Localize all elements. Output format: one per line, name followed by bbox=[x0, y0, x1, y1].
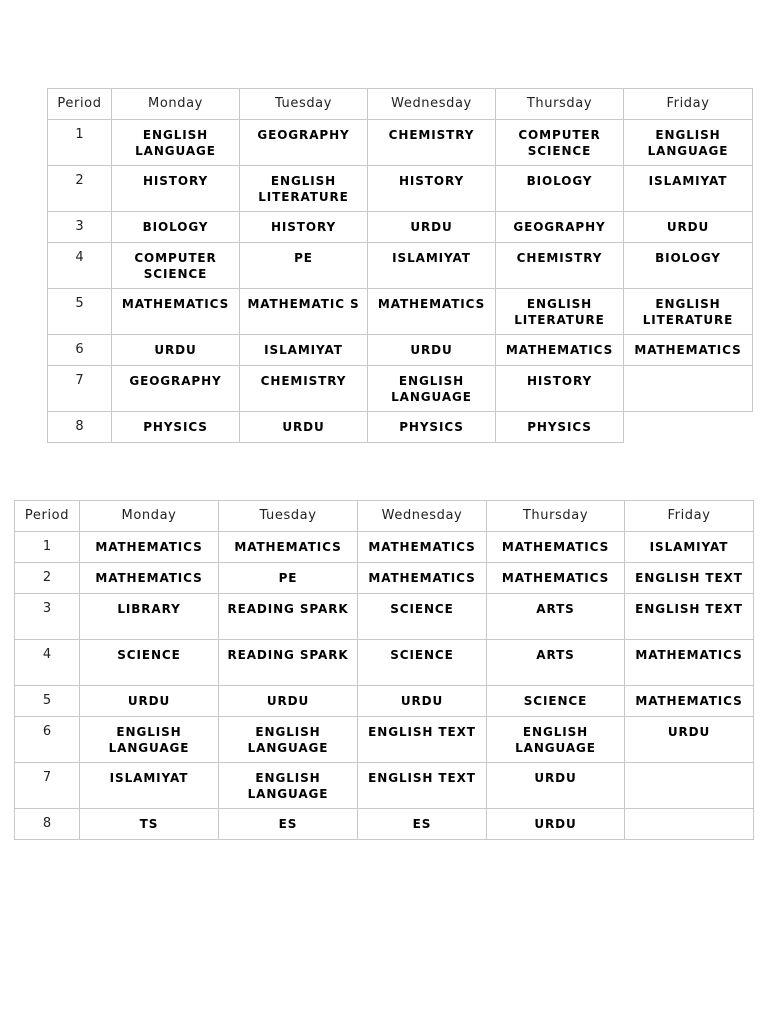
subject-cell: URDU bbox=[625, 717, 754, 763]
subject-cell: ISLAMIYAT bbox=[80, 763, 219, 809]
header-row bbox=[15, 501, 754, 532]
subject-cell: BIOLOGY bbox=[624, 243, 753, 289]
subject-cell-empty bbox=[624, 366, 753, 412]
subject-cell: MATHEMATICS bbox=[112, 289, 240, 335]
subject-cell: LIBRARY bbox=[80, 594, 219, 640]
subject-cell: MATHEMATICS bbox=[487, 563, 625, 594]
period-number: 7 bbox=[15, 763, 80, 809]
subject-cell: TS bbox=[80, 809, 219, 840]
subject-cell: CHEMISTRY bbox=[240, 366, 368, 412]
subject-cell: HISTORY bbox=[112, 166, 240, 212]
period-number: 1 bbox=[48, 120, 112, 166]
subject-cell: ES bbox=[219, 809, 358, 840]
table-row bbox=[15, 717, 754, 763]
subject-cell: CHEMISTRY bbox=[368, 120, 496, 166]
table-row bbox=[15, 686, 754, 717]
subject-cell: CHEMISTRY bbox=[496, 243, 624, 289]
header-tuesday: Tuesday bbox=[240, 89, 368, 120]
subject-cell: SCIENCE bbox=[487, 686, 625, 717]
subject-cell: SCIENCE bbox=[358, 640, 487, 686]
period-number: 8 bbox=[15, 809, 80, 840]
subject-cell: MATHEMATICS bbox=[368, 289, 496, 335]
period-number: 2 bbox=[48, 166, 112, 212]
table-row bbox=[15, 809, 754, 840]
table-row bbox=[15, 532, 754, 563]
period-number: 6 bbox=[15, 717, 80, 763]
header-monday: Monday bbox=[80, 501, 219, 532]
subject-cell: ES bbox=[358, 809, 487, 840]
table-row bbox=[15, 563, 754, 594]
header-period: Period bbox=[48, 89, 112, 120]
subject-cell: GEOGRAPHY bbox=[496, 212, 624, 243]
header-wednesday: Wednesday bbox=[368, 89, 496, 120]
subject-cell-empty bbox=[625, 763, 754, 809]
subject-cell: MATHEMATICS bbox=[80, 532, 219, 563]
table-row bbox=[48, 243, 753, 289]
header-tuesday: Tuesday bbox=[219, 501, 358, 532]
subject-cell: ENGLISH LANGUAGE bbox=[219, 717, 358, 763]
subject-cell: ISLAMIYAT bbox=[625, 532, 754, 563]
subject-cell: ENGLISH LANGUAGE bbox=[219, 763, 358, 809]
subject-cell: HISTORY bbox=[240, 212, 368, 243]
period-number: 7 bbox=[48, 366, 112, 412]
subject-cell: URDU bbox=[240, 412, 368, 443]
subject-cell: MATHEMATICS bbox=[625, 686, 754, 717]
period-number: 5 bbox=[48, 289, 112, 335]
subject-cell: ENGLISH LANGUAGE bbox=[368, 366, 496, 412]
table-row bbox=[48, 120, 753, 166]
table-row bbox=[15, 640, 754, 686]
period-number: 3 bbox=[15, 594, 80, 640]
subject-cell: PHYSICS bbox=[112, 412, 240, 443]
subject-cell: MATHEMATICS bbox=[496, 335, 624, 366]
table-row bbox=[48, 166, 753, 212]
table-row bbox=[48, 366, 753, 412]
header-friday: Friday bbox=[624, 89, 753, 120]
subject-cell: ISLAMIYAT bbox=[624, 166, 753, 212]
subject-cell: HISTORY bbox=[368, 166, 496, 212]
period-number: 8 bbox=[48, 412, 112, 443]
table-row bbox=[15, 594, 754, 640]
subject-cell: URDU bbox=[358, 686, 487, 717]
period-number: 5 bbox=[15, 686, 80, 717]
period-number: 2 bbox=[15, 563, 80, 594]
subject-cell: URDU bbox=[487, 763, 625, 809]
subject-cell: ENGLISH TEXT bbox=[358, 717, 487, 763]
subject-cell: URDU bbox=[368, 335, 496, 366]
subject-cell: PHYSICS bbox=[496, 412, 624, 443]
header-row bbox=[48, 89, 753, 120]
subject-cell: URDU bbox=[219, 686, 358, 717]
header-wednesday: Wednesday bbox=[358, 501, 487, 532]
period-number: 3 bbox=[48, 212, 112, 243]
subject-cell: URDU bbox=[112, 335, 240, 366]
subject-cell: ENGLISH LANGUAGE bbox=[112, 120, 240, 166]
table-row bbox=[48, 212, 753, 243]
header-monday: Monday bbox=[112, 89, 240, 120]
period-number: 4 bbox=[48, 243, 112, 289]
subject-cell: PHYSICS bbox=[368, 412, 496, 443]
subject-cell: BIOLOGY bbox=[496, 166, 624, 212]
subject-cell: SCIENCE bbox=[80, 640, 219, 686]
period-number: 4 bbox=[15, 640, 80, 686]
timetable-2 bbox=[14, 500, 754, 840]
table-row bbox=[48, 335, 753, 366]
period-number: 1 bbox=[15, 532, 80, 563]
subject-cell: MATHEMATIC S bbox=[240, 289, 368, 335]
subject-cell: URDU bbox=[368, 212, 496, 243]
subject-cell: GEOGRAPHY bbox=[112, 366, 240, 412]
subject-cell: READING SPARK bbox=[219, 640, 358, 686]
subject-cell: ENGLISH TEXT bbox=[625, 594, 754, 640]
subject-cell: READING SPARK bbox=[219, 594, 358, 640]
header-period: Period bbox=[15, 501, 80, 532]
subject-cell: ENGLISH LANGUAGE bbox=[624, 120, 753, 166]
subject-cell: ISLAMIYAT bbox=[368, 243, 496, 289]
subject-cell: ENGLISH LITERATURE bbox=[624, 289, 753, 335]
subject-cell: ENGLISH TEXT bbox=[358, 763, 487, 809]
subject-cell: COMPUTER SCIENCE bbox=[112, 243, 240, 289]
subject-cell: SCIENCE bbox=[358, 594, 487, 640]
table-row bbox=[15, 763, 754, 809]
subject-cell: URDU bbox=[487, 809, 625, 840]
subject-cell-empty bbox=[625, 809, 754, 840]
subject-cell: MATHEMATICS bbox=[487, 532, 625, 563]
subject-cell: URDU bbox=[624, 212, 753, 243]
subject-cell: MATHEMATICS bbox=[624, 335, 753, 366]
subject-cell: COMPUTER SCIENCE bbox=[496, 120, 624, 166]
subject-cell-empty bbox=[624, 412, 753, 443]
subject-cell: ARTS bbox=[487, 594, 625, 640]
subject-cell: MATHEMATICS bbox=[358, 532, 487, 563]
subject-cell: ENGLISH LITERATURE bbox=[496, 289, 624, 335]
period-number: 6 bbox=[48, 335, 112, 366]
subject-cell: MATHEMATICS bbox=[80, 563, 219, 594]
subject-cell: BIOLOGY bbox=[112, 212, 240, 243]
subject-cell: ENGLISH LANGUAGE bbox=[80, 717, 219, 763]
subject-cell: PE bbox=[240, 243, 368, 289]
timetable-1 bbox=[47, 88, 753, 443]
subject-cell: ISLAMIYAT bbox=[240, 335, 368, 366]
subject-cell: ENGLISH TEXT bbox=[625, 563, 754, 594]
header-thursday: Thursday bbox=[496, 89, 624, 120]
subject-cell: GEOGRAPHY bbox=[240, 120, 368, 166]
subject-cell: MATHEMATICS bbox=[625, 640, 754, 686]
header-thursday: Thursday bbox=[487, 501, 625, 532]
subject-cell: MATHEMATICS bbox=[358, 563, 487, 594]
subject-cell: ARTS bbox=[487, 640, 625, 686]
subject-cell: MATHEMATICS bbox=[219, 532, 358, 563]
header-friday: Friday bbox=[625, 501, 754, 532]
subject-cell: ENGLISH LANGUAGE bbox=[487, 717, 625, 763]
subject-cell: PE bbox=[219, 563, 358, 594]
table-row bbox=[48, 289, 753, 335]
subject-cell: ENGLISH LITERATURE bbox=[240, 166, 368, 212]
subject-cell: URDU bbox=[80, 686, 219, 717]
table-row bbox=[48, 412, 753, 443]
subject-cell: HISTORY bbox=[496, 366, 624, 412]
